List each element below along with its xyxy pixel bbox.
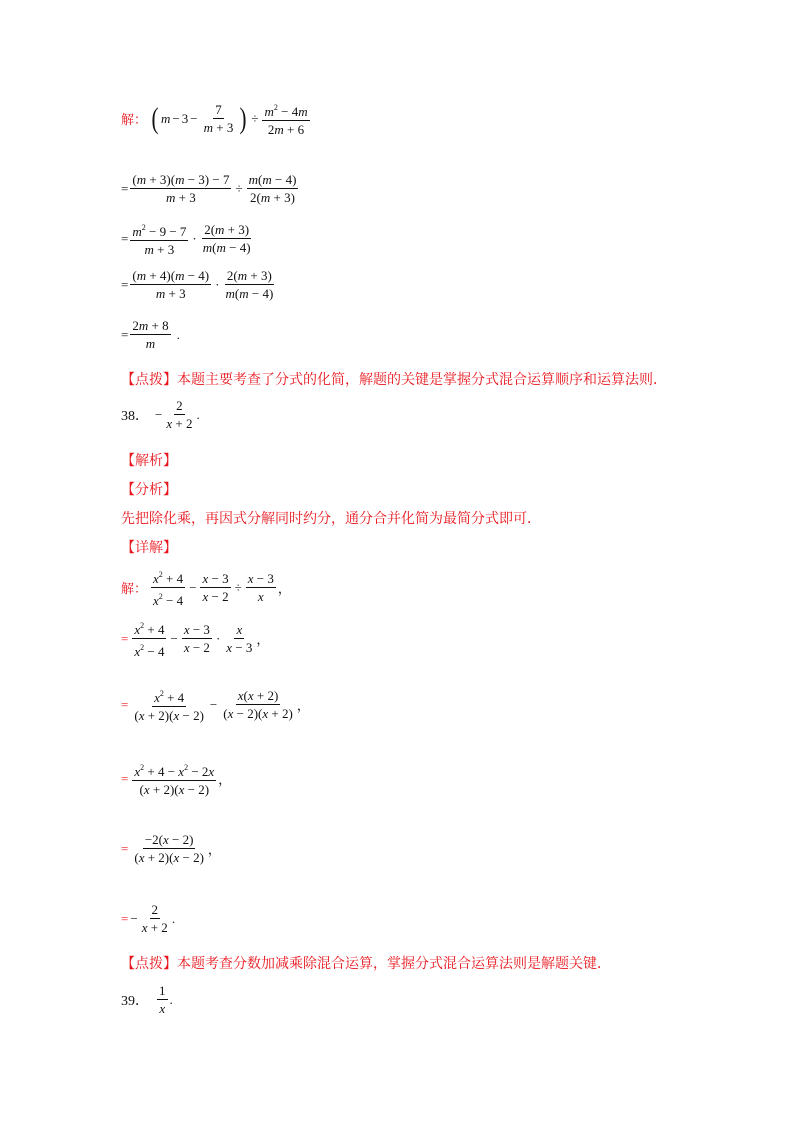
line-38-step3: = $\frac{x^2 + 4 - x^2 - 2x}{(x + 2)(x - 2)}$ ， bbox=[121, 760, 231, 797]
answer-39: 39． $\frac{1}{x}$ . bbox=[121, 983, 173, 1016]
line-37-step3: = $\frac{(m + 4)(m - 4)}{m + 3}$ · $\frac{2(m + 3)}{m(m - 4)}$ bbox=[121, 268, 274, 301]
section-fenxi: 【分析】 bbox=[121, 482, 177, 498]
section-xiangjie: 【详解】 bbox=[121, 540, 177, 556]
line-38-step4: = $\frac{-2(x - 2)}{(x + 2)(x - 2)}$ ， bbox=[121, 832, 221, 865]
hint-37: 【点拨】本题主要考查了分式的化简，解题的关键是掌握分式混合运算顺序和运算法则． bbox=[121, 372, 667, 388]
line-38-start: 解： $\frac{x^2 + 4}{x^2 - 4}$ − $\frac{x - 3}{x - 2}$ ÷ $\frac{x - 3}{x}$ ， bbox=[121, 567, 291, 608]
solution-label: 解： bbox=[121, 113, 148, 128]
line-37-start: 解： ( m − 3 − $\frac{7}{m + 3}$ ) ÷ $\frac{m^2 - 4m}{2m + 6}$ bbox=[121, 101, 308, 137]
line-37-step2: = $\frac{m^2 - 9 - 7}{m + 3}$ · $\frac{2(m + 3)}{m(m - 4)}$ bbox=[121, 222, 251, 257]
analysis-text: 先把除化乘，再因式分解同时约分，通分合并化简为最简分式即可． bbox=[121, 511, 541, 527]
line-38-step2: = $\frac{x^2 + 4}{(x + 2)(x - 2)}$ − $\frac{x(x + 2)}{(x - 2)(x + 2)}$ ， bbox=[121, 688, 310, 723]
line-37-result: = $\frac{2m + 8}{m}$ . bbox=[121, 318, 180, 351]
answer-38: 38． − $\frac{2}{x + 2}$ . bbox=[121, 398, 200, 431]
line-38-step1: = $\frac{x^2 + 4}{x^2 - 4}$ − $\frac{x - 3}{x - 2}$ · $\frac{x}{x - 3}$ ， bbox=[121, 618, 269, 659]
section-jiexi: 【解析】 bbox=[121, 453, 177, 469]
line-38-result: = − $\frac{2}{x + 2}$ . bbox=[121, 902, 176, 935]
line-37-step1: = $\frac{(m + 3)(m - 3) - 7}{m + 3}$ ÷ $\frac{m(m - 4)}{2(m + 3)}$ bbox=[121, 172, 297, 205]
hint-38: 【点拨】本题考查分数加减乘除混合运算，掌握分式混合运算法则是解题关键． bbox=[121, 956, 611, 972]
